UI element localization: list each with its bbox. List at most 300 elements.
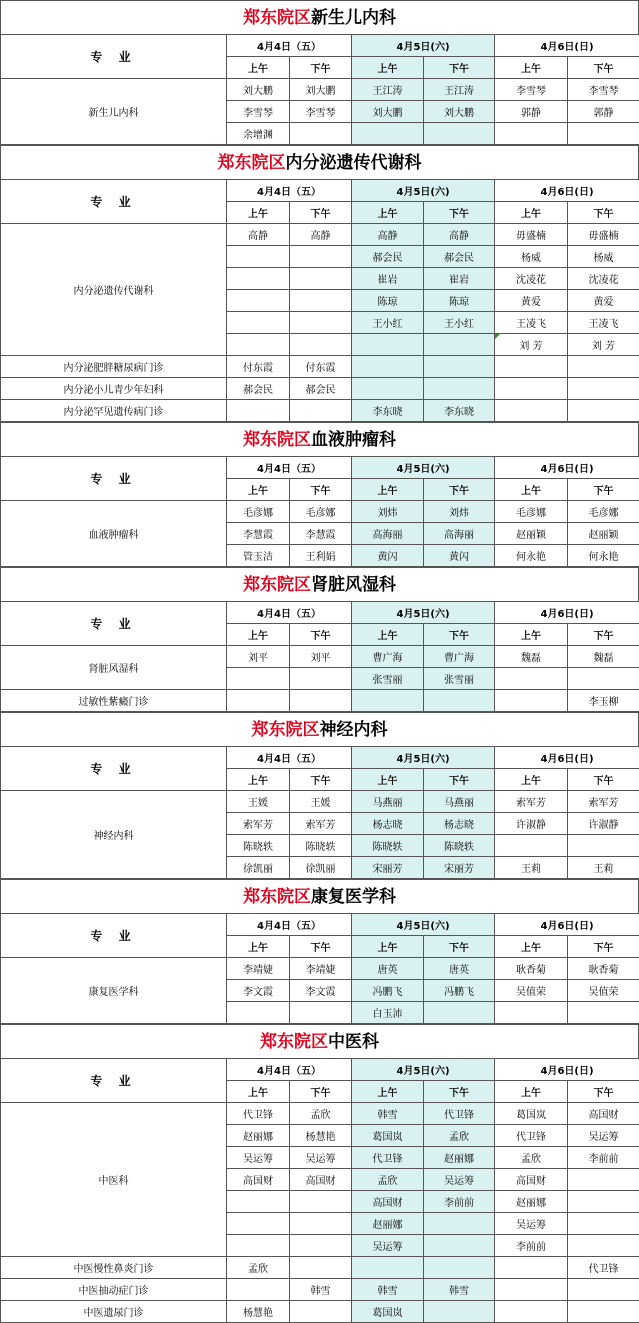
doctor-cell: 高静 bbox=[227, 224, 290, 246]
schedule-table bbox=[0, 456, 639, 567]
doctor-cell bbox=[424, 334, 495, 356]
table-row bbox=[1, 1279, 639, 1301]
doctor-cell bbox=[290, 1257, 352, 1279]
doctor-cell bbox=[227, 1002, 290, 1024]
doctor-cell bbox=[352, 378, 424, 400]
doctor-cell: 代卫锋 bbox=[227, 1103, 290, 1125]
doctor-cell bbox=[495, 1002, 568, 1024]
doctor-cell: 李雪琴 bbox=[290, 101, 352, 123]
section-title bbox=[0, 145, 639, 179]
doctor-cell: 李慧霞 bbox=[290, 523, 352, 545]
doctor-cell: 李慧霞 bbox=[227, 523, 290, 545]
doctor-cell: 王江涛 bbox=[424, 79, 495, 101]
am-header: 上午 bbox=[227, 479, 290, 501]
doctor-cell: 赵丽颖 bbox=[568, 523, 639, 545]
doctor-cell: 韩雪 bbox=[352, 1103, 424, 1125]
doctor-cell bbox=[568, 835, 639, 857]
doctor-cell: 刘大鹏 bbox=[424, 101, 495, 123]
doctor-cell: 宋丽芳 bbox=[352, 857, 424, 879]
doctor-cell: 高静 bbox=[352, 224, 424, 246]
doctor-cell bbox=[424, 1213, 495, 1235]
doctor-cell bbox=[227, 400, 290, 422]
doctor-cell: 曹广海 bbox=[424, 646, 495, 668]
specialty-name: 神经内科 bbox=[1, 791, 227, 879]
doctor-cell: 陈琼 bbox=[424, 290, 495, 312]
doctor-cell bbox=[290, 1301, 352, 1323]
date-header: 4月6日(日) bbox=[495, 35, 639, 57]
table-row bbox=[1, 501, 639, 523]
doctor-cell bbox=[495, 690, 568, 712]
doctor-cell: 赵丽娜 bbox=[495, 1191, 568, 1213]
pm-header: 下午 bbox=[568, 624, 639, 646]
doctor-cell bbox=[227, 290, 290, 312]
header-row-dates bbox=[1, 457, 639, 479]
campus-name: 郑东院区 bbox=[252, 720, 320, 740]
doctor-cell: 高国财 bbox=[568, 1103, 639, 1125]
doctor-cell: 刘平 bbox=[227, 646, 290, 668]
doctor-cell: 李玉柳 bbox=[568, 690, 639, 712]
doctor-cell bbox=[424, 1002, 495, 1024]
date-header: 4月5日(六) bbox=[352, 457, 495, 479]
specialty-name: 中医遗尿门诊 bbox=[1, 1301, 227, 1323]
department-name: 血液肿瘤科 bbox=[311, 430, 396, 450]
doctor-cell: 高海丽 bbox=[424, 523, 495, 545]
doctor-cell: 高海丽 bbox=[352, 523, 424, 545]
doctor-cell: 杨慧艳 bbox=[227, 1301, 290, 1323]
schedule-table bbox=[0, 179, 639, 422]
doctor-cell: 代卫锋 bbox=[352, 1147, 424, 1169]
doctor-cell: 刘炜 bbox=[424, 501, 495, 523]
doctor-cell bbox=[227, 1191, 290, 1213]
specialty-header: 专 业 bbox=[1, 747, 227, 791]
pm-header: 下午 bbox=[290, 1081, 352, 1103]
doctor-cell bbox=[495, 1301, 568, 1323]
am-header: 上午 bbox=[352, 57, 424, 79]
doctor-cell: 孟欣 bbox=[290, 1103, 352, 1125]
doctor-cell: 毛彦娜 bbox=[495, 501, 568, 523]
doctor-cell: 王莉 bbox=[495, 857, 568, 879]
dept-section bbox=[0, 0, 639, 145]
date-header: 4月4日（五） bbox=[227, 457, 352, 479]
am-header: 上午 bbox=[227, 202, 290, 224]
doctor-cell: 毋盛楠 bbox=[495, 224, 568, 246]
doctor-cell bbox=[424, 1257, 495, 1279]
am-header: 上午 bbox=[352, 624, 424, 646]
doctor-cell: 刘 芳 bbox=[495, 334, 568, 356]
date-header: 4月5日(六) bbox=[352, 180, 495, 202]
table-row bbox=[1, 400, 639, 422]
department-name: 康复医学科 bbox=[311, 887, 396, 907]
doctor-cell: 刘大鹏 bbox=[352, 101, 424, 123]
pm-header: 下午 bbox=[424, 624, 495, 646]
doctor-cell: 付东霞 bbox=[227, 356, 290, 378]
doctor-cell: 宋丽芳 bbox=[424, 857, 495, 879]
doctor-cell: 吴运筹 bbox=[227, 1147, 290, 1169]
doctor-cell: 毛彦娜 bbox=[290, 501, 352, 523]
schedule-table bbox=[0, 913, 639, 1024]
doctor-cell: 徐凯丽 bbox=[290, 857, 352, 879]
date-header: 4月6日(日) bbox=[495, 1059, 639, 1081]
section-title bbox=[0, 0, 639, 34]
specialty-name: 肾脏风湿科 bbox=[1, 646, 227, 690]
doctor-cell: 陈晓轶 bbox=[227, 835, 290, 857]
table-row bbox=[1, 1301, 639, 1323]
doctor-cell: 王凌飞 bbox=[568, 312, 639, 334]
department-name: 内分泌遗传代谢科 bbox=[286, 153, 422, 173]
am-header: 上午 bbox=[352, 1081, 424, 1103]
doctor-cell bbox=[495, 668, 568, 690]
doctor-cell bbox=[227, 1213, 290, 1235]
doctor-cell bbox=[352, 356, 424, 378]
doctor-cell: 索军芳 bbox=[495, 791, 568, 813]
specialty-name: 内分泌肥胖糖尿病门诊 bbox=[1, 356, 227, 378]
doctor-cell: 吴运筹 bbox=[495, 1213, 568, 1235]
doctor-cell: 黄爱 bbox=[495, 290, 568, 312]
doctor-cell bbox=[227, 1279, 290, 1301]
doctor-cell bbox=[424, 378, 495, 400]
doctor-cell bbox=[352, 123, 424, 145]
doctor-cell bbox=[495, 356, 568, 378]
doctor-cell: 高国财 bbox=[227, 1169, 290, 1191]
pm-header: 下午 bbox=[290, 479, 352, 501]
doctor-cell bbox=[290, 312, 352, 334]
doctor-cell: 韩雪 bbox=[290, 1279, 352, 1301]
table-row bbox=[1, 378, 639, 400]
doctor-cell: 王凌飞 bbox=[495, 312, 568, 334]
specialty-header: 专 业 bbox=[1, 914, 227, 958]
doctor-cell: 刘平 bbox=[290, 646, 352, 668]
doctor-cell: 吴运筹 bbox=[290, 1147, 352, 1169]
doctor-cell bbox=[568, 1235, 639, 1257]
table-row bbox=[1, 356, 639, 378]
doctor-cell: 唐英 bbox=[352, 958, 424, 980]
doctor-cell: 代卫锋 bbox=[495, 1125, 568, 1147]
date-header: 4月6日(日) bbox=[495, 914, 639, 936]
schedule-table bbox=[0, 1058, 639, 1323]
pm-header: 下午 bbox=[424, 202, 495, 224]
doctor-cell: 李靖婕 bbox=[227, 958, 290, 980]
doctor-cell bbox=[290, 1235, 352, 1257]
pm-header: 下午 bbox=[568, 1081, 639, 1103]
date-header: 4月6日(日) bbox=[495, 602, 639, 624]
doctor-cell bbox=[495, 123, 568, 145]
specialty-name: 新生儿内科 bbox=[1, 79, 227, 145]
date-header: 4月5日(六) bbox=[352, 602, 495, 624]
pm-header: 下午 bbox=[424, 769, 495, 791]
doctor-cell: 高国财 bbox=[290, 1169, 352, 1191]
doctor-cell: 郝会民 bbox=[290, 378, 352, 400]
doctor-cell: 郭静 bbox=[568, 101, 639, 123]
am-header: 上午 bbox=[495, 624, 568, 646]
doctor-cell: 李文霞 bbox=[290, 980, 352, 1002]
doctor-cell: 崔岩 bbox=[424, 268, 495, 290]
doctor-cell: 许淑静 bbox=[568, 813, 639, 835]
am-header: 上午 bbox=[495, 936, 568, 958]
doctor-cell bbox=[568, 400, 639, 422]
doctor-cell bbox=[290, 1002, 352, 1024]
doctor-cell: 郝会民 bbox=[352, 246, 424, 268]
section-title bbox=[0, 1024, 639, 1058]
pm-header: 下午 bbox=[424, 479, 495, 501]
table-row bbox=[1, 1103, 639, 1125]
doctor-cell: 吴运筹 bbox=[424, 1169, 495, 1191]
doctor-cell: 李雪琴 bbox=[495, 79, 568, 101]
doctor-cell bbox=[290, 123, 352, 145]
campus-name: 郑东院区 bbox=[218, 153, 286, 173]
doctor-cell bbox=[352, 1257, 424, 1279]
specialty-name: 血液肿瘤科 bbox=[1, 501, 227, 567]
date-header: 4月5日(六) bbox=[352, 1059, 495, 1081]
section-title bbox=[0, 712, 639, 746]
doctor-cell: 葛国岚 bbox=[352, 1125, 424, 1147]
am-header: 上午 bbox=[227, 624, 290, 646]
doctor-cell bbox=[227, 268, 290, 290]
doctor-cell: 郝会民 bbox=[424, 246, 495, 268]
dept-section bbox=[0, 1024, 639, 1323]
doctor-cell: 张雪丽 bbox=[352, 668, 424, 690]
pm-header: 下午 bbox=[290, 624, 352, 646]
pm-header: 下午 bbox=[568, 769, 639, 791]
doctor-cell: 李前前 bbox=[424, 1191, 495, 1213]
am-header: 上午 bbox=[227, 1081, 290, 1103]
doctor-cell: 黄闪 bbox=[424, 545, 495, 567]
section-title bbox=[0, 879, 639, 913]
header-row-dates bbox=[1, 180, 639, 202]
doctor-cell bbox=[495, 378, 568, 400]
department-name: 新生儿内科 bbox=[311, 8, 396, 28]
pm-header: 下午 bbox=[568, 202, 639, 224]
doctor-cell: 沈凌花 bbox=[495, 268, 568, 290]
doctor-cell: 王媛 bbox=[227, 791, 290, 813]
table-row bbox=[1, 958, 639, 980]
doctor-cell: 李前前 bbox=[495, 1235, 568, 1257]
doctor-cell: 赵丽娜 bbox=[227, 1125, 290, 1147]
doctor-cell: 吴运筹 bbox=[568, 1125, 639, 1147]
date-header: 4月6日(日) bbox=[495, 457, 639, 479]
doctor-cell: 陈晓轶 bbox=[352, 835, 424, 857]
pm-header: 下午 bbox=[568, 57, 639, 79]
doctor-cell: 韩雪 bbox=[352, 1279, 424, 1301]
doctor-cell: 刘炜 bbox=[352, 501, 424, 523]
doctor-cell bbox=[290, 290, 352, 312]
doctor-cell: 付东霞 bbox=[290, 356, 352, 378]
doctor-cell: 何永艳 bbox=[568, 545, 639, 567]
doctor-cell: 孟欣 bbox=[227, 1257, 290, 1279]
doctor-cell: 吴值荣 bbox=[568, 980, 639, 1002]
pm-header: 下午 bbox=[424, 1081, 495, 1103]
header-row-dates bbox=[1, 914, 639, 936]
specialty-name: 中医科 bbox=[1, 1103, 227, 1257]
doctor-cell bbox=[568, 1213, 639, 1235]
doctor-cell bbox=[227, 246, 290, 268]
doctor-cell bbox=[568, 378, 639, 400]
doctor-cell bbox=[424, 690, 495, 712]
doctor-cell bbox=[290, 268, 352, 290]
pm-header: 下午 bbox=[290, 202, 352, 224]
table-row bbox=[1, 646, 639, 668]
am-header: 上午 bbox=[352, 202, 424, 224]
specialty-name: 中医抽动症门诊 bbox=[1, 1279, 227, 1301]
doctor-cell bbox=[290, 690, 352, 712]
doctor-cell: 李东晓 bbox=[352, 400, 424, 422]
doctor-cell: 李雪琴 bbox=[568, 79, 639, 101]
doctor-cell: 何永艳 bbox=[495, 545, 568, 567]
am-header: 上午 bbox=[495, 57, 568, 79]
doctor-cell: 魏磊 bbox=[568, 646, 639, 668]
doctor-cell: 耿香菊 bbox=[495, 958, 568, 980]
doctor-cell bbox=[568, 123, 639, 145]
pm-header: 下午 bbox=[290, 936, 352, 958]
specialty-header: 专 业 bbox=[1, 602, 227, 646]
doctor-cell: 毋盛楠 bbox=[568, 224, 639, 246]
dept-section bbox=[0, 145, 639, 422]
doctor-cell: 赵丽颖 bbox=[495, 523, 568, 545]
doctor-cell: 杨慧艳 bbox=[290, 1125, 352, 1147]
pm-header: 下午 bbox=[424, 936, 495, 958]
am-header: 上午 bbox=[495, 1081, 568, 1103]
doctor-cell: 李东晓 bbox=[424, 400, 495, 422]
am-header: 上午 bbox=[495, 202, 568, 224]
doctor-cell: 许淑静 bbox=[495, 813, 568, 835]
doctor-cell: 李文霞 bbox=[227, 980, 290, 1002]
doctor-cell: 陈晓轶 bbox=[290, 835, 352, 857]
doctor-cell bbox=[227, 1235, 290, 1257]
doctor-cell: 崔岩 bbox=[352, 268, 424, 290]
doctor-cell: 索军芳 bbox=[568, 791, 639, 813]
dept-section bbox=[0, 712, 639, 879]
doctor-cell: 李前前 bbox=[568, 1147, 639, 1169]
doctor-cell: 耿香菊 bbox=[568, 958, 639, 980]
section-title bbox=[0, 567, 639, 601]
department-name: 神经内科 bbox=[320, 720, 388, 740]
header-row-dates bbox=[1, 1059, 639, 1081]
doctor-cell: 沈凌花 bbox=[568, 268, 639, 290]
doctor-cell: 赵丽娜 bbox=[352, 1213, 424, 1235]
doctor-cell: 唐英 bbox=[424, 958, 495, 980]
doctor-cell bbox=[290, 400, 352, 422]
doctor-cell: 孟欣 bbox=[352, 1169, 424, 1191]
specialty-name: 内分泌小儿青少年妇科 bbox=[1, 378, 227, 400]
doctor-cell: 葛国岚 bbox=[495, 1103, 568, 1125]
doctor-cell: 代卫锋 bbox=[424, 1103, 495, 1125]
date-header: 4月4日（五） bbox=[227, 180, 352, 202]
doctor-cell bbox=[495, 1257, 568, 1279]
doctor-cell bbox=[568, 1191, 639, 1213]
doctor-cell: 高静 bbox=[424, 224, 495, 246]
table-row bbox=[1, 690, 639, 712]
doctor-cell: 郭静 bbox=[495, 101, 568, 123]
doctor-cell bbox=[227, 668, 290, 690]
schedule-table bbox=[0, 746, 639, 879]
am-header: 上午 bbox=[352, 936, 424, 958]
doctor-cell: 代卫锋 bbox=[568, 1257, 639, 1279]
doctor-cell bbox=[290, 246, 352, 268]
doctor-cell bbox=[568, 1169, 639, 1191]
doctor-cell: 索军芳 bbox=[290, 813, 352, 835]
doctor-cell: 马燕丽 bbox=[424, 791, 495, 813]
doctor-cell bbox=[568, 1279, 639, 1301]
pm-header: 下午 bbox=[290, 769, 352, 791]
specialty-header: 专 业 bbox=[1, 457, 227, 501]
pm-header: 下午 bbox=[290, 57, 352, 79]
doctor-cell bbox=[424, 123, 495, 145]
date-header: 4月4日（五） bbox=[227, 1059, 352, 1081]
date-header: 4月6日(日) bbox=[495, 180, 639, 202]
doctor-cell bbox=[495, 835, 568, 857]
table-row bbox=[1, 224, 639, 246]
am-header: 上午 bbox=[352, 479, 424, 501]
schedule-table bbox=[0, 34, 639, 145]
department-name: 肾脏风湿科 bbox=[311, 575, 396, 595]
doctor-cell: 王莉 bbox=[568, 857, 639, 879]
campus-name: 郑东院区 bbox=[243, 887, 311, 907]
doctor-cell: 杨威 bbox=[568, 246, 639, 268]
doctor-cell: 冯鹏飞 bbox=[424, 980, 495, 1002]
doctor-cell: 王小红 bbox=[352, 312, 424, 334]
doctor-cell bbox=[290, 1191, 352, 1213]
pm-header: 下午 bbox=[424, 57, 495, 79]
doctor-cell bbox=[424, 356, 495, 378]
date-header: 4月5日(六) bbox=[352, 914, 495, 936]
header-row-dates bbox=[1, 35, 639, 57]
doctor-cell bbox=[568, 668, 639, 690]
doctor-cell: 王江涛 bbox=[352, 79, 424, 101]
am-header: 上午 bbox=[227, 936, 290, 958]
doctor-cell: 王小红 bbox=[424, 312, 495, 334]
doctor-cell: 孟欣 bbox=[495, 1147, 568, 1169]
date-header: 4月4日（五） bbox=[227, 35, 352, 57]
pm-header: 下午 bbox=[568, 479, 639, 501]
specialty-header: 专 业 bbox=[1, 180, 227, 224]
doctor-cell: 杨志晓 bbox=[424, 813, 495, 835]
pm-header: 下午 bbox=[568, 936, 639, 958]
specialty-name: 内分泌罕见遗传病门诊 bbox=[1, 400, 227, 422]
doctor-cell: 高静 bbox=[290, 224, 352, 246]
doctor-cell: 毛彦娜 bbox=[568, 501, 639, 523]
am-header: 上午 bbox=[352, 769, 424, 791]
department-name: 中医科 bbox=[328, 1032, 379, 1052]
doctor-cell: 高国财 bbox=[495, 1169, 568, 1191]
doctor-cell: 刘大鹏 bbox=[290, 79, 352, 101]
doctor-cell bbox=[352, 690, 424, 712]
am-header: 上午 bbox=[495, 479, 568, 501]
doctor-cell: 冯鹏飞 bbox=[352, 980, 424, 1002]
specialty-name: 中医慢性鼻炎门诊 bbox=[1, 1257, 227, 1279]
doctor-cell bbox=[290, 1213, 352, 1235]
am-header: 上午 bbox=[227, 57, 290, 79]
doctor-cell: 管玉洁 bbox=[227, 545, 290, 567]
doctor-cell bbox=[227, 334, 290, 356]
doctor-cell: 黄爱 bbox=[568, 290, 639, 312]
section-title bbox=[0, 422, 639, 456]
date-header: 4月4日（五） bbox=[227, 914, 352, 936]
doctor-cell: 黄闪 bbox=[352, 545, 424, 567]
doctor-cell: 张雪丽 bbox=[424, 668, 495, 690]
header-row-dates bbox=[1, 747, 639, 769]
doctor-cell: 吴运筹 bbox=[352, 1235, 424, 1257]
doctor-cell bbox=[568, 1002, 639, 1024]
doctor-cell: 孟欣 bbox=[424, 1125, 495, 1147]
doctor-cell: 刘 芳 bbox=[568, 334, 639, 356]
doctor-cell: 陈晓轶 bbox=[424, 835, 495, 857]
doctor-cell: 韩雪 bbox=[424, 1279, 495, 1301]
doctor-cell bbox=[568, 1301, 639, 1323]
table-row bbox=[1, 791, 639, 813]
header-row-dates bbox=[1, 602, 639, 624]
doctor-cell bbox=[495, 400, 568, 422]
doctor-cell bbox=[290, 668, 352, 690]
date-header: 4月4日（五） bbox=[227, 602, 352, 624]
